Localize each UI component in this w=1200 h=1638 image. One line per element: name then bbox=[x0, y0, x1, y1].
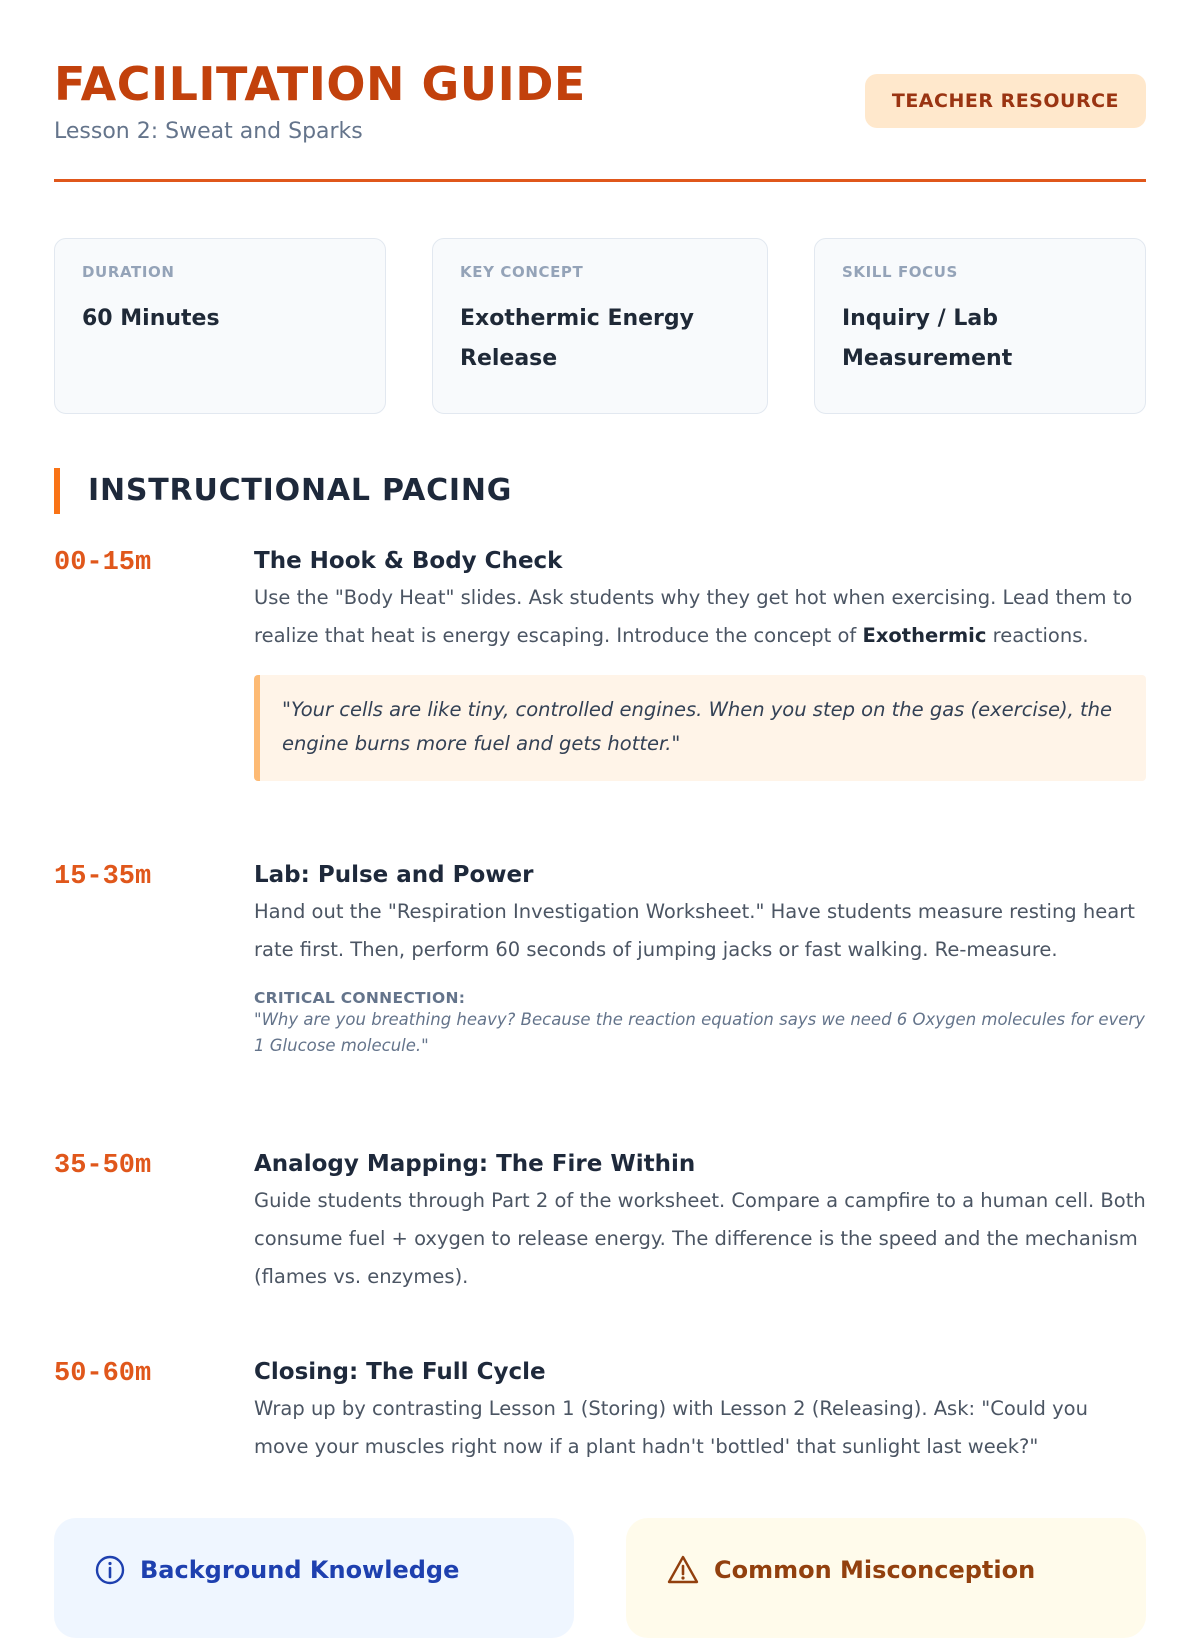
page-title: FACILITATION GUIDE bbox=[54, 57, 586, 111]
pacing-body bbox=[254, 543, 1146, 781]
pacing-title: The Hook & Body Check bbox=[254, 548, 563, 574]
pacing-text-bold: Exothermic bbox=[862, 624, 987, 647]
key-concept-label: KEY CONCEPT bbox=[460, 263, 584, 281]
pacing-description: Wrap up by contrasting Lesson 1 (Storing) with Lesson 2 (Releasing). Ask: "Could you move your muscles right now if a plant hadn't 'bottled' that sunlight last week?" bbox=[254, 1397, 1088, 1458]
background-knowledge-box bbox=[54, 1518, 574, 1638]
pacing-time: 00-15m bbox=[54, 548, 152, 578]
teacher-resource-badge: TEACHER RESOURCE bbox=[865, 74, 1146, 128]
warning-icon bbox=[666, 1554, 700, 1586]
pacing-time: 35-50m bbox=[54, 1151, 152, 1181]
background-knowledge-heading bbox=[94, 1554, 534, 1586]
pacing-description: Hand out the "Respiration Investigation Worksheet." Have students measure resting heart rate first. Then, perform 60 seconds of jumping jacks or fast walking. Re-measure. bbox=[254, 900, 1135, 961]
background-knowledge-title: Background Knowledge bbox=[140, 1556, 460, 1584]
lesson-subtitle: Lesson 2: Sweat and Sparks bbox=[54, 119, 363, 144]
pacing-body bbox=[254, 857, 1146, 1059]
common-misconception-box bbox=[626, 1518, 1146, 1638]
pacing-time: 15-35m bbox=[54, 862, 152, 892]
skill-focus-value: Inquiry / Lab Measurement bbox=[842, 306, 1013, 371]
critical-connection-text: "Why are you breathing heavy? Because the reaction equation says we need 6 Oxygen molecules for every 1 Glucose molecule." bbox=[254, 1010, 1145, 1055]
instructional-pacing-heading: INSTRUCTIONAL PACING bbox=[54, 468, 512, 514]
pacing-time: 50-60m bbox=[54, 1359, 152, 1389]
pacing-text-after: reactions. bbox=[986, 624, 1089, 647]
pacing-title: Lab: Pulse and Power bbox=[254, 862, 534, 888]
pacing-description: Guide students through Part 2 of the worksheet. Compare a campfire to a human cell. Both consume fuel + oxygen to release energy. The difference is the speed and the mechanism (flames vs. enzymes). bbox=[254, 1189, 1146, 1288]
analogy-quote: "Your cells are like tiny, controlled engines. When you step on the gas (exercise), the engine burns more fuel and gets hotter." bbox=[254, 675, 1146, 781]
duration-card bbox=[54, 238, 386, 414]
pacing-title: Analogy Mapping: The Fire Within bbox=[254, 1151, 696, 1177]
pacing-body bbox=[254, 1146, 1146, 1296]
key-concept-card bbox=[432, 238, 768, 414]
pacing-title: Closing: The Full Cycle bbox=[254, 1359, 546, 1385]
critical-connection-label: CRITICAL CONNECTION: bbox=[254, 989, 466, 1007]
duration-value: 60 Minutes bbox=[82, 306, 220, 331]
skill-focus-label: SKILL FOCUS bbox=[842, 263, 958, 281]
duration-label: DURATION bbox=[82, 263, 175, 281]
page-header bbox=[54, 0, 1146, 182]
common-misconception-heading bbox=[666, 1554, 1106, 1586]
info-cards bbox=[54, 238, 1146, 414]
info-icon bbox=[94, 1554, 126, 1586]
pacing-description bbox=[254, 579, 1146, 655]
skill-focus-card bbox=[814, 238, 1146, 414]
key-concept-value: Exothermic Energy Release bbox=[460, 306, 694, 371]
pacing-text-before: Use the "Body Heat" slides. Ask students why they get hot when exercising. Lead them to realize that heat is energy escaping. Introduce the concept of bbox=[254, 586, 1133, 647]
common-misconception-title: Common Misconception bbox=[714, 1556, 1036, 1584]
pacing-body bbox=[254, 1354, 1146, 1466]
